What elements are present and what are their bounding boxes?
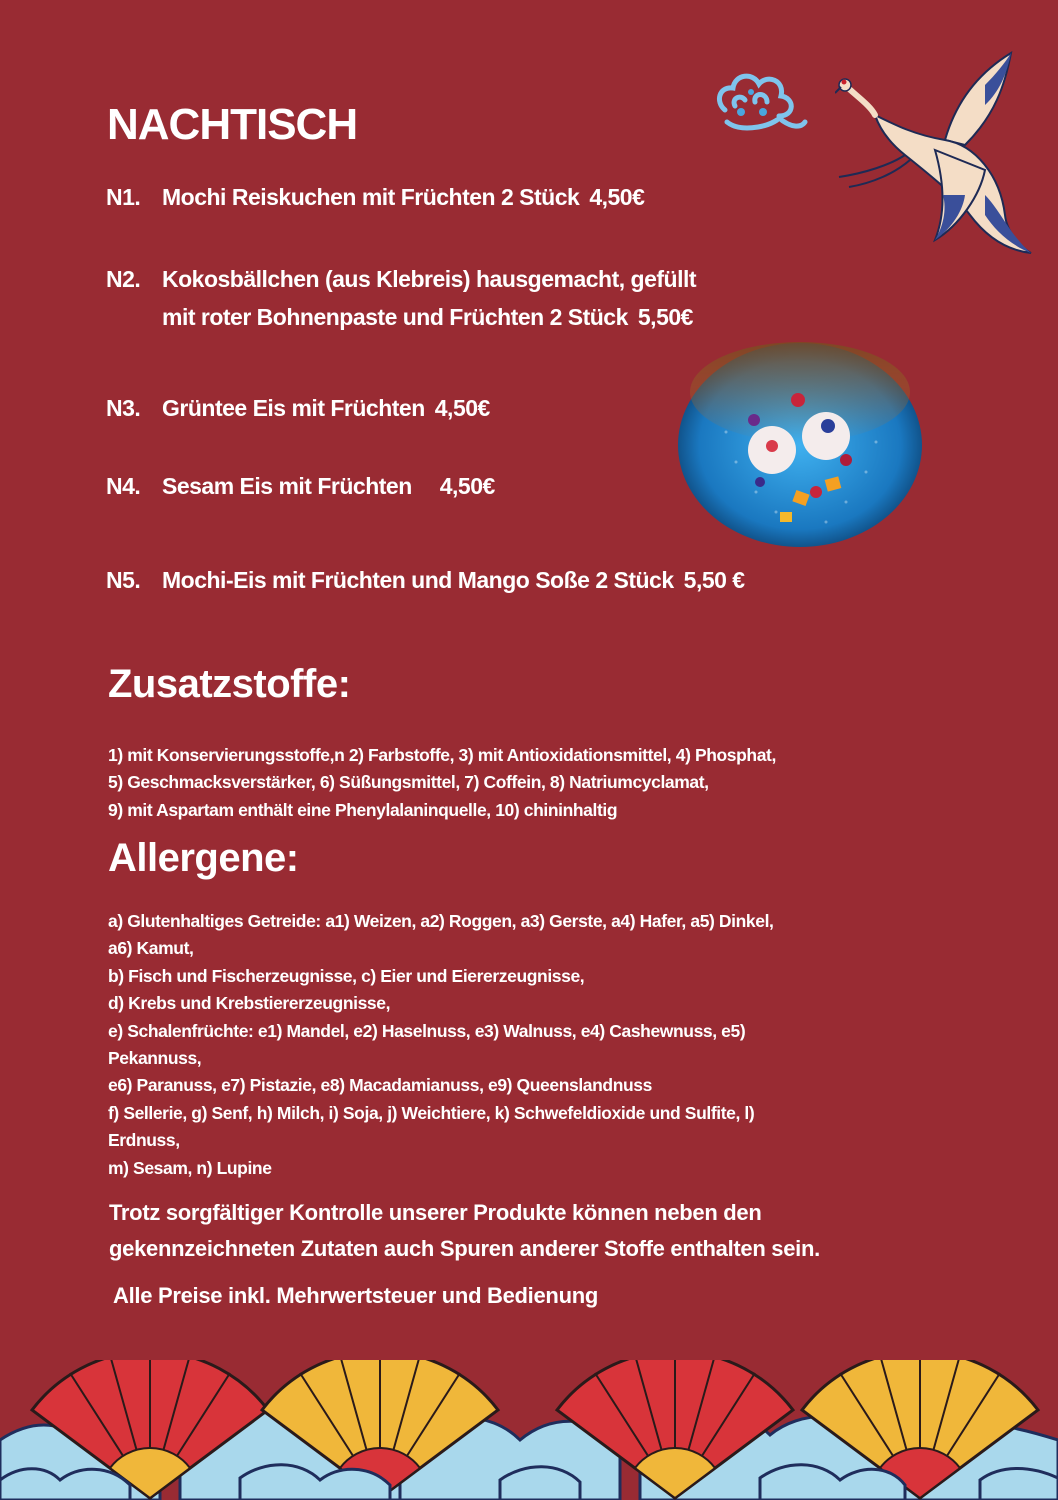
item-name-line2: mit roter Bohnenpaste und Früchten 2 Stück <box>162 304 628 330</box>
notice-line: gekennzeichneten Zutaten auch Spuren anderer Stoffe enthalten sein. <box>109 1236 820 1261</box>
allergens-line: Erdnuss, <box>108 1130 180 1151</box>
additives-line: 1) mit Konservierungsstoffe,n 2) Farbstoffe, 3) mit Antioxidationsmittel, 4) Phosphat, <box>108 745 776 765</box>
additives-line: 5) Geschmacksverstärker, 6) Süßungsmittel, 7) Coffein, 8) Natriumcyclamat, <box>108 772 709 793</box>
additives-line: 9) mit Aspartam enthält eine Phenylalaninquelle, 10) chininhaltig <box>108 799 618 820</box>
menu-item-n4 <box>106 467 495 505</box>
menu-item-n5 <box>106 561 745 599</box>
traces-notice <box>109 1195 969 1267</box>
item-name: Sesam Eis mit Früchten <box>162 473 412 499</box>
allergens-line: d) Krebs und Krebstiererzeugnisse, <box>108 993 391 1014</box>
allergens-line: e6) Paranuss, e7) Pistazie, e8) Macadamianuss, e9) Queenslandnuss <box>108 1075 652 1096</box>
item-name: Mochi Reiskuchen mit Früchten 2 Stück <box>162 184 580 210</box>
notice-line: Trotz sorgfältiger Kontrolle unserer Produkte können neben den <box>109 1200 762 1225</box>
item-price: 5,50 € <box>683 567 745 593</box>
additives-heading: Zusatzstoffe: <box>108 662 351 706</box>
item-name: Kokosbällchen (aus Klebreis) hausgemacht, gefüllt <box>162 266 697 292</box>
page-title: NACHTISCH <box>107 100 358 149</box>
crane-icon <box>835 45 1035 255</box>
item-price: 4,50€ <box>434 395 490 421</box>
allergens-line: f) Sellerie, g) Senf, h) Milch, i) Soja, j) Weichtiere, k) Schwefeldioxide und Sulfite, l) <box>108 1102 755 1123</box>
item-name-continued <box>106 298 696 336</box>
item-price: 4,50€ <box>439 473 495 499</box>
cloud-icon <box>705 62 810 144</box>
item-code: N1. <box>106 184 141 210</box>
menu-item-n2 <box>106 260 696 336</box>
allergens-line: e) Schalenfrüchte: e1) Mandel, e2) Haselnuss, e3) Walnuss, e4) Cashewnuss, e5) <box>108 1020 746 1041</box>
dessert-photo <box>676 342 924 548</box>
allergens-line: b) Fisch und Fischerzeugnisse, c) Eier und Eiererzeugnisse, <box>108 965 585 986</box>
item-code: N5. <box>106 567 141 593</box>
item-code: N4. <box>106 473 141 499</box>
allergens-list <box>108 908 928 1182</box>
item-code: N3. <box>106 395 141 421</box>
menu-item-n1 <box>106 178 644 216</box>
item-price: 5,50€ <box>637 304 693 330</box>
allergens-line: a) Glutenhaltiges Getreide: a1) Weizen, a2) Roggen, a3) Gerste, a4) Hafer, a5) Dinkel, <box>108 911 774 931</box>
item-price: 4,50€ <box>589 184 645 210</box>
menu-item-n3 <box>106 389 490 427</box>
item-name: Mochi-Eis mit Früchten und Mango Soße 2 Stück <box>162 567 674 593</box>
fan-border <box>0 1360 1058 1500</box>
allergens-line: a6) Kamut, <box>108 938 194 959</box>
item-code: N2. <box>106 266 141 292</box>
allergens-heading: Allergene: <box>108 836 299 880</box>
allergens-line: m) Sesam, n) Lupine <box>108 1157 272 1178</box>
prices-notice: Alle Preise inkl. Mehrwertsteuer und Bedienung <box>113 1283 598 1308</box>
additives-list <box>108 742 928 824</box>
item-name: Grüntee Eis mit Früchten <box>162 395 425 421</box>
allergens-line: Pekannuss, <box>108 1048 202 1069</box>
